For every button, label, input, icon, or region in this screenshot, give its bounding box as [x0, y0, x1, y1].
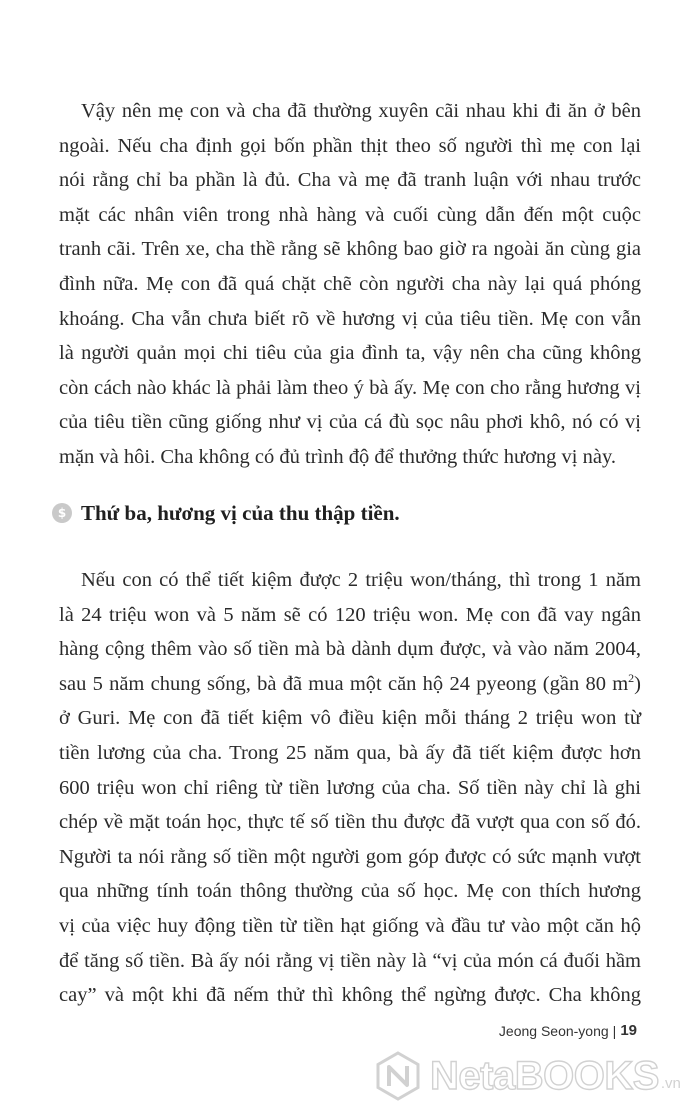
- paragraph-line: Người ta nói rằng số tiền một người gom góp được có sức mạnh vượt: [59, 845, 641, 868]
- paragraph-line: Nếu con có thể tiết kiệm được 2 triệu won/tháng, thì trong 1 năm: [81, 569, 641, 591]
- paragraph-line: đình nữa. Mẹ con đã quá chặt chẽ còn người cha này lại quá phóng: [59, 272, 641, 295]
- paragraph-line: [59, 667, 641, 702]
- paragraph-line: mặn và hôi. Cha không có đủ trình độ để thưởng thức hương vị này.: [59, 445, 616, 468]
- paragraph-line: chép về mặt toán học, thực tế số tiền thu được đã vượt qua con số đó.: [59, 811, 641, 834]
- footer-separator: |: [612, 1022, 617, 1039]
- paragraph-line: tiền lương của cha. Trong 25 năm qua, bà ấy đã tiết kiệm được hơn: [59, 741, 641, 764]
- paragraph-line: để tăng số tiền. Bà ấy nói rằng vị tiền này là “vị của món cá đuối hầm: [59, 949, 641, 972]
- line-text-end: ): [634, 672, 641, 695]
- paragraph-line: 600 triệu won chỉ riêng từ tiền lương của cha. Số tiền này chỉ là ghi: [59, 776, 641, 799]
- dollar-coin-icon: $: [52, 503, 72, 523]
- paragraph-line: của tiêu tiền cũng giống như vị của cá đù sọc nâu phơi khô, nó có vị: [59, 411, 641, 434]
- line-text: sau 5 năm chung sống, bà đã mua một căn hộ 24 pyeong (gần 80 m: [59, 672, 629, 695]
- page-footer: [499, 1022, 637, 1039]
- netabooks-logo-icon: [372, 1050, 424, 1102]
- watermark-brand: NetaBOOKS: [430, 1053, 659, 1098]
- paragraph-line: nói rằng chỉ ba phần là đủ. Cha và mẹ đã tranh luận với nhau trước: [59, 169, 641, 192]
- paragraph-line: qua những tính toán thông thường của số học. Mẹ con thích hương: [59, 880, 641, 903]
- paragraph-line: vị của việc huy động tiền từ tiền hạt giống và đầu tư vào một căn hộ: [59, 914, 641, 937]
- paragraph-2: [59, 563, 641, 1013]
- paragraph-line: ngoài. Nếu cha định gọi bốn phần thịt theo số người thì mẹ con lại: [59, 134, 641, 157]
- superscript: 2: [628, 670, 635, 685]
- paragraph-line: là 24 triệu won và 5 năm sẽ có 120 triệu won. Mẹ con đã vay ngân: [59, 603, 641, 626]
- paragraph-line: tranh cãi. Trên xe, cha thề rằng sẽ không bao giờ ra ngoài ăn cùng gia: [59, 238, 641, 261]
- section-heading: [52, 498, 400, 528]
- paragraph-line: ở Guri. Mẹ con đã tiết kiệm vô điều kiện mỗi tháng 2 triệu won từ: [59, 707, 641, 730]
- paragraph-line: còn cách nào khác là phải làm theo ý bà ấy. Mẹ con cho rằng hương vị: [59, 376, 641, 399]
- page-number: 19: [620, 1022, 637, 1039]
- paragraph-line: mặt các nhân viên trong nhà hàng và cuối cùng dẫn đến một cuộc: [59, 203, 641, 226]
- paragraph-1: [59, 94, 641, 475]
- watermark-suffix: .vn: [660, 1075, 681, 1092]
- paragraph-line: là người quản mọi chi tiêu của gia đình ta, vậy nên cha cũng không: [59, 342, 641, 365]
- paragraph-line: hàng cộng thêm vào số tiền mà bà dành dụm được, và vào năm 2004,: [59, 638, 641, 661]
- author-name: Jeong Seon-yong: [498, 1022, 609, 1039]
- publisher-watermark: [372, 1048, 681, 1104]
- section-heading-text: Thứ ba, hương vị của thu thập tiền.: [81, 500, 400, 525]
- paragraph-line: cay” và một khi đã nếm thử thì không thể ngừng được. Cha không: [59, 984, 641, 1007]
- paragraph-line: khoáng. Cha vẫn chưa biết rõ về hương vị của tiêu tiền. Mẹ con vẫn: [59, 307, 641, 330]
- paragraph-line: Vậy nên mẹ con và cha đã thường xuyên cãi nhau khi đi ăn ở bên: [81, 100, 641, 122]
